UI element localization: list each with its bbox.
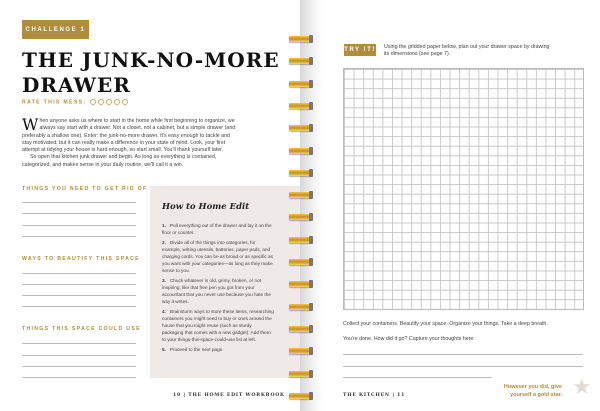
- drop-cap: W: [22, 115, 39, 134]
- rating-circle[interactable]: [90, 99, 96, 105]
- step: [162, 222, 274, 236]
- step: [162, 277, 274, 305]
- challenge-badge: CHALLENGE 1: [22, 20, 89, 39]
- step-text: Divide all of the things into categories, for example, writing utensils, batteries, paper pads, and charging cords. You can be as broad or as specific as you want with your categories—as long as they make sense to you.: [162, 240, 274, 273]
- step: [162, 239, 274, 274]
- step: [162, 346, 274, 353]
- write-line[interactable]: [22, 355, 136, 356]
- section-heading-get-rid-of: THINGS YOU NEED TO GET RID OF: [22, 186, 148, 192]
- spiral-ring: [289, 304, 311, 310]
- rating-circle[interactable]: [98, 99, 104, 105]
- star-icon: ★: [572, 374, 592, 399]
- rating-circle[interactable]: [122, 99, 128, 105]
- spiral-ring: [289, 237, 311, 243]
- try-it-badge: TRY IT!: [344, 44, 376, 56]
- spiral-ring: [289, 371, 311, 377]
- page-folio-left: 10 | THE HOME EDIT WORKBOOK: [173, 393, 285, 398]
- write-line[interactable]: [343, 354, 583, 355]
- title-line-1: THE JUNK-NO-MORE: [22, 48, 280, 72]
- spiral-ring: [289, 103, 311, 109]
- step-text: Proceed to the next page.: [169, 347, 224, 352]
- write-line[interactable]: [22, 343, 136, 344]
- write-line[interactable]: [22, 225, 136, 226]
- done-text: You're done. How did it go? Capture your thoughts here:: [343, 336, 475, 342]
- collect-text: Collect your containers. Beautify your space. Organize your things. Take a deep breath.: [343, 321, 548, 327]
- step-number: 1.: [162, 223, 166, 228]
- step: [162, 308, 274, 343]
- intro-paragraph-1: hen anyone asks us where to start in the home while first beginning to organize, we always say start with a drawer. Not a closet, not a cabinet, but a simple drawer (and preferably a shallow one). Enter: the junk-no-more drawer. It's easy enough to tackle and stay motivated, but it can really make a difference in your state of mind. Look, your first attempt at tidying your house is hard enough, so start small. You'll thank yourself later.: [22, 118, 236, 154]
- graph-paper-grid[interactable]: [343, 68, 584, 310]
- spiral-ring: [289, 393, 311, 399]
- how-to-steps: [162, 222, 274, 353]
- intro-paragraph-2: So open that kitchen junk drawer and begin. As long as everything is contained, categorized, and makes sense in your daily routine, we'll call it a win.: [22, 154, 217, 168]
- rating-circle[interactable]: [114, 99, 120, 105]
- write-line[interactable]: [22, 202, 136, 203]
- write-line[interactable]: [22, 213, 136, 214]
- spiral-ring: [289, 148, 311, 154]
- page-title: [22, 48, 280, 98]
- spiral-ring: [289, 259, 311, 265]
- write-line[interactable]: [22, 295, 136, 296]
- spiral-ring: [289, 214, 311, 220]
- rating-circles[interactable]: [90, 99, 128, 105]
- write-line[interactable]: [22, 284, 136, 285]
- spiral-ring: [289, 170, 311, 176]
- write-line[interactable]: [22, 273, 136, 274]
- write-line[interactable]: [22, 366, 136, 367]
- step-text: Pull everything out of the drawer and lay it on the floor or counter.: [162, 223, 272, 235]
- step-text: Brainstorm ways to store these items, researching containers you might need to buy or ones around the house that you might reuse (such as sturdy packaging that comes with a new gadget). Add them to your things-this-space-could-use list at left.: [162, 309, 274, 342]
- write-line[interactable]: [22, 377, 136, 378]
- rating-circle[interactable]: [106, 99, 112, 105]
- how-to-title: How to Home Edit: [162, 202, 250, 212]
- gold-star-text: However you did, give yourself a gold star.: [503, 384, 562, 398]
- page-folio-right: THE KITCHEN | 11: [343, 393, 406, 398]
- write-line[interactable]: [343, 377, 492, 378]
- rate-label: RATE THIS MESS:: [22, 99, 87, 106]
- spiral-ring: [289, 192, 311, 198]
- spiral-ring: [289, 326, 311, 332]
- section-heading-could-use: THINGS THIS SPACE COULD USE: [22, 326, 141, 332]
- step-number: 4.: [162, 309, 166, 314]
- step-number: 5.: [162, 347, 166, 352]
- spiral-ring: [289, 125, 311, 131]
- spiral-ring: [289, 58, 311, 64]
- write-line[interactable]: [22, 236, 136, 237]
- spiral-ring: [289, 36, 311, 42]
- spiral-ring: [289, 81, 311, 87]
- intro-text: [22, 115, 238, 169]
- step-number: 3.: [162, 278, 166, 283]
- instructions-text: Using the gridded paper below, plan out your drawer space by drawing its dimensions (see page 7).: [384, 44, 550, 58]
- write-line[interactable]: [22, 306, 136, 307]
- rate-this-mess: [22, 99, 128, 105]
- section-heading-beautify: WAYS TO BEAUTIFY THIS SPACE: [22, 256, 140, 262]
- step-number: 2.: [162, 240, 166, 245]
- write-line[interactable]: [343, 366, 583, 367]
- how-to-box: [150, 186, 300, 378]
- spiral-ring: [289, 348, 311, 354]
- spiral-ring: [289, 281, 311, 287]
- step-text: Chuck whatever is old, grimy, broken, or not inspiring, like that free pen you got from your accountant that you never use because you hate the way it writes.: [162, 278, 271, 304]
- title-line-2: DRAWER: [22, 73, 131, 97]
